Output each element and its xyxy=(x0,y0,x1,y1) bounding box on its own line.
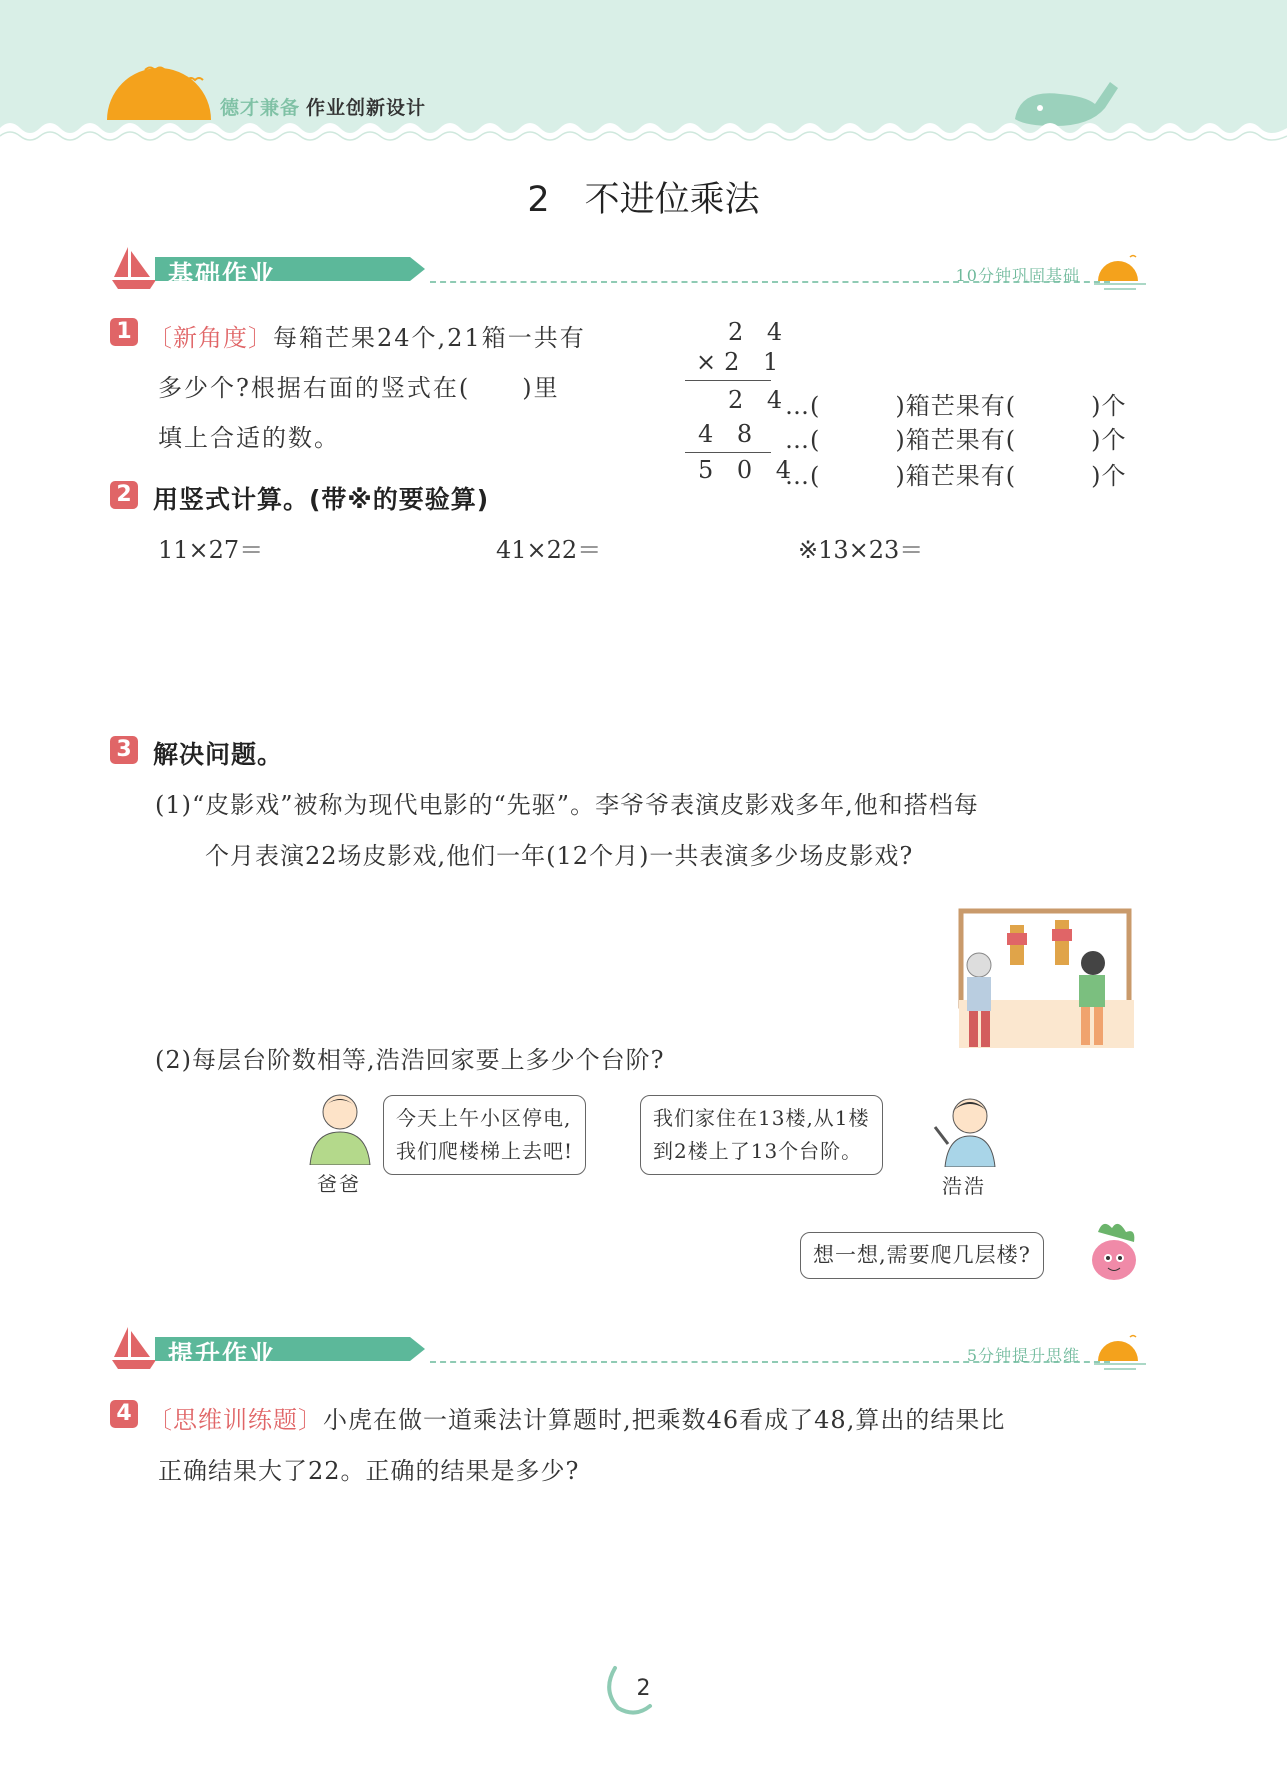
section-header-advanced xyxy=(110,1325,1150,1375)
question-number-4: 4 xyxy=(110,1400,138,1428)
q3-p1-line-2: 个月表演22场皮影戏,他们一年(12个月)一共表演多少场皮影戏? xyxy=(205,842,914,870)
sun-icon xyxy=(105,62,215,122)
hint-bubble: 想一想,需要爬几层楼? xyxy=(800,1232,1044,1279)
section-time-basic: 10分钟巩固基础 xyxy=(955,266,1080,285)
q1-text-1: 每箱芒果24个,21箱一共有 xyxy=(273,324,586,352)
section-time-advanced: 5分钟提升思维 xyxy=(966,1346,1080,1365)
q1-line-3: 填上合适的数。 xyxy=(158,424,340,452)
vertical-row-2: ×2 1 xyxy=(696,348,787,376)
dad-avatar xyxy=(305,1090,375,1165)
sailboat-icon xyxy=(110,245,158,291)
vertical-row-1: 2 4 xyxy=(728,318,791,346)
question-number-3: 3 xyxy=(110,736,138,764)
vertical-row-5: 5 0 4 xyxy=(698,456,800,484)
q4-line-1 xyxy=(148,1400,1005,1435)
sailboat-icon xyxy=(110,1325,158,1371)
fill-blank-2[interactable]: …( )箱芒果有( )个 xyxy=(785,426,1127,454)
section-header-basic xyxy=(110,245,1150,295)
q2-item-2: 41×22＝ xyxy=(496,536,602,564)
q2-heading: 用竖式计算。(带※的要验算) xyxy=(153,485,490,514)
boy-avatar xyxy=(930,1092,1000,1167)
fill-blank-1[interactable]: …( )箱芒果有( )个 xyxy=(785,392,1127,420)
sun-icon xyxy=(1090,1333,1150,1373)
q1-line-1 xyxy=(148,318,586,353)
vertical-row-4: 4 8 xyxy=(698,420,761,448)
brand-green-text: 德才兼备 xyxy=(220,97,301,119)
fill-blank-3[interactable]: …( )箱芒果有( )个 xyxy=(785,462,1127,490)
q4-tag: 〔思维训练题〕 xyxy=(148,1406,323,1434)
q1-tag: 〔新角度〕 xyxy=(148,324,273,352)
q3-heading: 解决问题。 xyxy=(153,740,284,769)
dad-bubble-line-1: 今天上午小区停电, xyxy=(396,1106,572,1130)
dad-bubble-line-2: 我们爬楼梯上去吧! xyxy=(396,1139,574,1163)
brand-title xyxy=(220,93,426,120)
vertical-line-2 xyxy=(685,452,771,453)
question-number-2: 2 xyxy=(110,481,138,509)
section-label-advanced: 提升作业 xyxy=(168,1340,277,1369)
q3-p1-line-1: (1)“皮影戏”被称为现代电影的“先驱”。李爷爷表演皮影戏多年,他和搭档每 xyxy=(155,791,979,819)
brand-dark-text: 作业创新设计 xyxy=(306,97,427,119)
q2-item-3: ※13×23＝ xyxy=(798,536,924,564)
boy-bubble-line-1: 我们家住在13楼,从1楼 xyxy=(653,1106,870,1130)
sun-icon xyxy=(1090,253,1150,293)
boy-speech-bubble xyxy=(640,1095,883,1175)
q1-line-2: 多少个?根据右面的竖式在( )里 xyxy=(158,374,560,402)
wave-border xyxy=(0,118,1287,150)
dad-label: 爸爸 xyxy=(317,1172,361,1196)
boy-label: 浩浩 xyxy=(942,1174,986,1198)
question-number-1: 1 xyxy=(110,318,138,346)
section-label-basic: 基础作业 xyxy=(168,260,277,289)
radish-mascot-icon xyxy=(1078,1218,1146,1290)
shadow-puppet-illustration xyxy=(955,905,1140,1055)
page-number: 2 xyxy=(636,1676,651,1701)
dad-speech-bubble xyxy=(383,1095,586,1175)
q4-line-2: 正确结果大了22。正确的结果是多少? xyxy=(158,1457,580,1485)
vertical-row-3: 2 4 xyxy=(728,386,791,414)
q4-text-1: 小虎在做一道乘法计算题时,把乘数46看成了48,算出的结果比 xyxy=(323,1406,1006,1434)
vertical-line-1 xyxy=(685,380,771,381)
q3-p2: (2)每层台阶数相等,浩浩回家要上多少个台阶? xyxy=(155,1046,665,1074)
page-header xyxy=(0,0,1287,150)
q2-item-1: 11×27＝ xyxy=(158,536,264,564)
boy-bubble-line-2: 到2楼上了13个台阶。 xyxy=(653,1139,863,1163)
page-title: 2 不进位乘法 xyxy=(527,180,760,220)
